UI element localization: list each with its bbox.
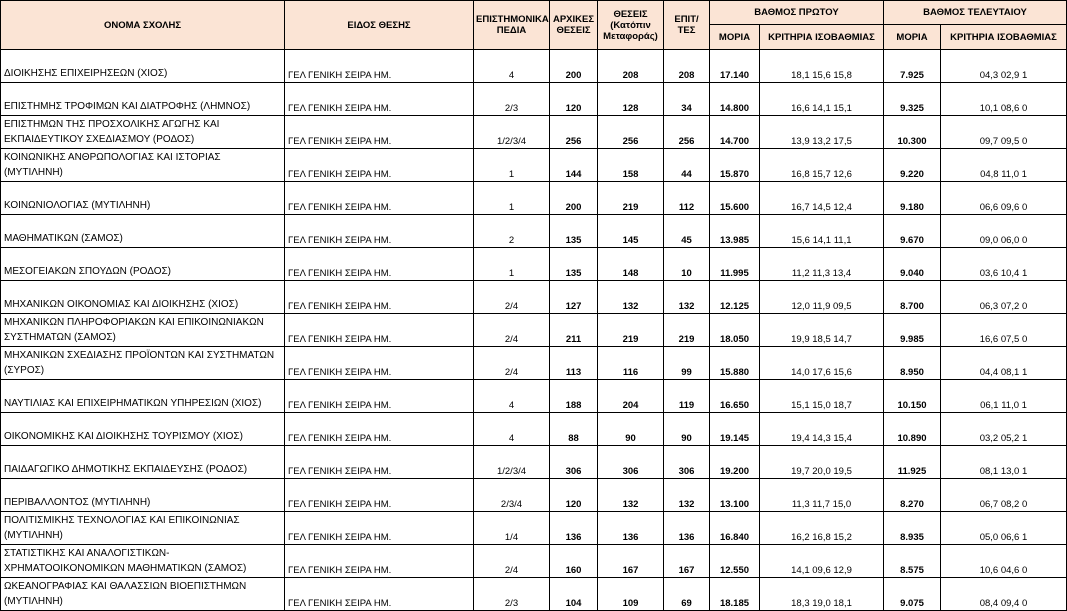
- header-after-transfer: ΘΕΣΕΙΣ (Κατόπιν Μεταφοράς): [598, 1, 664, 50]
- first-criteria-cell: 19,4 14,3 15,4: [760, 413, 884, 446]
- position-type-cell: ΓΕΛ ΓΕΝΙΚΗ ΣΕΙΡΑ ΗΜ.: [285, 380, 474, 413]
- first-moria-cell: 16.650: [710, 380, 760, 413]
- first-criteria-cell: 16,2 16,8 15,2: [760, 512, 884, 545]
- admitted-cell: 69: [664, 578, 710, 611]
- position-type-cell: ΓΕΛ ΓΕΝΙΚΗ ΣΕΙΡΑ ΗΜ.: [285, 314, 474, 347]
- last-criteria-cell: 03,6 10,4 1: [941, 248, 1067, 281]
- last-criteria-cell: 04,8 11,0 1: [941, 149, 1067, 182]
- table-row: [1, 347, 1067, 380]
- first-moria-cell: 18.185: [710, 578, 760, 611]
- first-moria-cell: 15.880: [710, 347, 760, 380]
- initial-seats-cell: 88: [550, 413, 598, 446]
- seats-after-transfer-cell: 132: [598, 479, 664, 512]
- seats-after-transfer-cell: 116: [598, 347, 664, 380]
- school-name-cell: ΟΙΚΟΝΟΜΙΚΗΣ ΚΑΙ ΔΙΟΙΚΗΣΗΣ ΤΟΥΡΙΣΜΟΥ (ΧΙΟΣ): [1, 413, 285, 446]
- last-criteria-cell: 06,1 11,0 1: [941, 380, 1067, 413]
- last-moria-cell: 9.985: [884, 314, 941, 347]
- first-criteria-cell: 14,0 17,6 15,6: [760, 347, 884, 380]
- first-criteria-cell: 15,1 15,0 18,7: [760, 380, 884, 413]
- table-row: [1, 281, 1067, 314]
- initial-seats-cell: 144: [550, 149, 598, 182]
- last-moria-cell: 9.040: [884, 248, 941, 281]
- seats-after-transfer-cell: 219: [598, 182, 664, 215]
- last-criteria-cell: 09,0 06,0 0: [941, 215, 1067, 248]
- fields-cell: 4: [474, 380, 550, 413]
- first-moria-cell: 18.050: [710, 314, 760, 347]
- seats-after-transfer-cell: 136: [598, 512, 664, 545]
- last-criteria-cell: 06,3 07,2 0: [941, 281, 1067, 314]
- last-criteria-cell: 06,6 09,6 0: [941, 182, 1067, 215]
- first-moria-cell: 13.985: [710, 215, 760, 248]
- admitted-cell: 208: [664, 50, 710, 83]
- school-name-cell: ΣΤΑΤΙΣΤΙΚΗΣ ΚΑΙ ΑΝΑΛΟΓΙΣΤΙΚΩΝ- ΧΡΗΜΑΤΟΟΙΚΟΝΟΜΙΚΩΝ ΜΑΘΗΜΑΤΙΚΩΝ (ΣΑΜΟΣ): [1, 545, 285, 578]
- seats-after-transfer-cell: 145: [598, 215, 664, 248]
- first-moria-cell: 19.145: [710, 413, 760, 446]
- table-body: [1, 50, 1067, 611]
- fields-cell: 1: [474, 149, 550, 182]
- school-name-cell: ΠΕΡΙΒΑΛΛΟΝΤΟΣ (ΜΥΤΙΛΗΝΗ): [1, 479, 285, 512]
- school-name-cell: ΔΙΟΙΚΗΣΗΣ ΕΠΙΧΕΙΡΗΣΕΩΝ (ΧΙΟΣ): [1, 50, 285, 83]
- fields-cell: 1: [474, 182, 550, 215]
- last-moria-cell: 9.180: [884, 182, 941, 215]
- header-type: ΕΙΔΟΣ ΘΕΣΗΣ: [285, 1, 474, 50]
- first-moria-cell: 13.100: [710, 479, 760, 512]
- seats-after-transfer-cell: 306: [598, 446, 664, 479]
- first-moria-cell: 11.995: [710, 248, 760, 281]
- header-last-criteria: ΚΡΙΤΗΡΙΑ ΙΣΟΒΑΘΜΙΑΣ: [941, 25, 1067, 50]
- table-row: [1, 248, 1067, 281]
- last-criteria-cell: 10,6 04,6 0: [941, 545, 1067, 578]
- last-moria-cell: 8.700: [884, 281, 941, 314]
- table-row: [1, 578, 1067, 611]
- last-moria-cell: 8.935: [884, 512, 941, 545]
- initial-seats-cell: 120: [550, 83, 598, 116]
- position-type-cell: ΓΕΛ ΓΕΝΙΚΗ ΣΕΙΡΑ ΗΜ.: [285, 83, 474, 116]
- initial-seats-cell: 256: [550, 116, 598, 149]
- table-row: [1, 512, 1067, 545]
- first-moria-cell: 12.125: [710, 281, 760, 314]
- table-row: [1, 413, 1067, 446]
- initial-seats-cell: 120: [550, 479, 598, 512]
- initial-seats-cell: 135: [550, 248, 598, 281]
- admitted-cell: 132: [664, 281, 710, 314]
- initial-seats-cell: 127: [550, 281, 598, 314]
- initial-seats-cell: 200: [550, 50, 598, 83]
- admitted-cell: 112: [664, 182, 710, 215]
- position-type-cell: ΓΕΛ ΓΕΝΙΚΗ ΣΕΙΡΑ ΗΜ.: [285, 446, 474, 479]
- fields-cell: 2/3: [474, 578, 550, 611]
- position-type-cell: ΓΕΛ ΓΕΝΙΚΗ ΣΕΙΡΑ ΗΜ.: [285, 50, 474, 83]
- seats-after-transfer-cell: 158: [598, 149, 664, 182]
- school-name-cell: ΜΑΘΗΜΑΤΙΚΩΝ (ΣΑΜΟΣ): [1, 215, 285, 248]
- last-criteria-cell: 04,3 02,9 1: [941, 50, 1067, 83]
- initial-seats-cell: 135: [550, 215, 598, 248]
- position-type-cell: ΓΕΛ ΓΕΝΙΚΗ ΣΕΙΡΑ ΗΜ.: [285, 512, 474, 545]
- first-criteria-cell: 19,7 20,0 19,5: [760, 446, 884, 479]
- last-moria-cell: 10.300: [884, 116, 941, 149]
- header-initial: ΑΡΧΙΚΕΣ ΘΕΣΕΙΣ: [550, 1, 598, 50]
- table-row: [1, 50, 1067, 83]
- last-moria-cell: 10.150: [884, 380, 941, 413]
- position-type-cell: ΓΕΛ ΓΕΝΙΚΗ ΣΕΙΡΑ ΗΜ.: [285, 281, 474, 314]
- last-moria-cell: 9.075: [884, 578, 941, 611]
- header-epit: ΕΠΙΤ/ΤΕΣ: [664, 1, 710, 50]
- table-row: [1, 446, 1067, 479]
- position-type-cell: ΓΕΛ ΓΕΝΙΚΗ ΣΕΙΡΑ ΗΜ.: [285, 578, 474, 611]
- last-criteria-cell: 09,7 09,5 0: [941, 116, 1067, 149]
- last-moria-cell: 9.220: [884, 149, 941, 182]
- last-moria-cell: 7.925: [884, 50, 941, 83]
- last-moria-cell: 8.950: [884, 347, 941, 380]
- first-moria-cell: 15.870: [710, 149, 760, 182]
- last-criteria-cell: 05,0 06,6 1: [941, 512, 1067, 545]
- table-header: [1, 1, 1067, 50]
- admitted-cell: 99: [664, 347, 710, 380]
- admitted-cell: 34: [664, 83, 710, 116]
- admitted-cell: 167: [664, 545, 710, 578]
- fields-cell: 2/4: [474, 281, 550, 314]
- first-moria-cell: 16.840: [710, 512, 760, 545]
- first-moria-cell: 17.140: [710, 50, 760, 83]
- position-type-cell: ΓΕΛ ΓΕΝΙΚΗ ΣΕΙΡΑ ΗΜ.: [285, 149, 474, 182]
- table-row: [1, 116, 1067, 149]
- table-row: [1, 149, 1067, 182]
- first-criteria-cell: 19,9 18,5 14,7: [760, 314, 884, 347]
- last-criteria-cell: 03,2 05,2 1: [941, 413, 1067, 446]
- position-type-cell: ΓΕΛ ΓΕΝΙΚΗ ΣΕΙΡΑ ΗΜ.: [285, 248, 474, 281]
- last-moria-cell: 9.325: [884, 83, 941, 116]
- admitted-cell: 256: [664, 116, 710, 149]
- fields-cell: 2/4: [474, 545, 550, 578]
- header-school: ΟΝΟΜΑ ΣΧΟΛΗΣ: [1, 1, 285, 50]
- first-criteria-cell: 16,6 14,1 15,1: [760, 83, 884, 116]
- first-criteria-cell: 12,0 11,9 09,5: [760, 281, 884, 314]
- seats-after-transfer-cell: 148: [598, 248, 664, 281]
- position-type-cell: ΓΕΛ ΓΕΝΙΚΗ ΣΕΙΡΑ ΗΜ.: [285, 182, 474, 215]
- fields-cell: 4: [474, 413, 550, 446]
- last-moria-cell: 8.575: [884, 545, 941, 578]
- last-moria-cell: 9.670: [884, 215, 941, 248]
- position-type-cell: ΓΕΛ ΓΕΝΙΚΗ ΣΕΙΡΑ ΗΜ.: [285, 479, 474, 512]
- school-name-cell: ΠΑΙΔΑΓΩΓΙΚΟ ΔΗΜΟΤΙΚΗΣ ΕΚΠΑΙΔΕΥΣΗΣ (ΡΟΔΟΣ): [1, 446, 285, 479]
- school-name-cell: ΕΠΙΣΤΗΜΗΣ ΤΡΟΦΙΜΩΝ ΚΑΙ ΔΙΑΤΡΟΦΗΣ (ΛΗΜΝΟΣ): [1, 83, 285, 116]
- header-first-group: ΒΑΘΜΟΣ ΠΡΩΤΟΥ: [710, 1, 884, 25]
- position-type-cell: ΓΕΛ ΓΕΝΙΚΗ ΣΕΙΡΑ ΗΜ.: [285, 413, 474, 446]
- admitted-cell: 10: [664, 248, 710, 281]
- first-criteria-cell: 11,2 11,3 13,4: [760, 248, 884, 281]
- seats-after-transfer-cell: 219: [598, 314, 664, 347]
- school-name-cell: ΚΟΙΝΩΝΙΚΗΣ ΑΝΘΡΩΠΟΛΟΓΙΑΣ ΚΑΙ ΙΣΤΟΡΙΑΣ (ΜΥΤΙΛΗΝΗ): [1, 149, 285, 182]
- initial-seats-cell: 113: [550, 347, 598, 380]
- school-name-cell: ΝΑΥΤΙΛΙΑΣ ΚΑΙ ΕΠΙΧΕΙΡΗΜΑΤΙΚΩΝ ΥΠΗΡΕΣΙΩΝ (ΧΙΟΣ): [1, 380, 285, 413]
- school-name-cell: ΚΟΙΝΩΝΙΟΛΟΓΙΑΣ (ΜΥΤΙΛΗΝΗ): [1, 182, 285, 215]
- admitted-cell: 306: [664, 446, 710, 479]
- table-row: [1, 479, 1067, 512]
- school-name-cell: ΜΕΣΟΓΕΙΑΚΩΝ ΣΠΟΥΔΩΝ (ΡΟΔΟΣ): [1, 248, 285, 281]
- first-moria-cell: 14.800: [710, 83, 760, 116]
- seats-after-transfer-cell: 128: [598, 83, 664, 116]
- last-moria-cell: 8.270: [884, 479, 941, 512]
- last-criteria-cell: 08,4 09,4 0: [941, 578, 1067, 611]
- initial-seats-cell: 136: [550, 512, 598, 545]
- first-moria-cell: 12.550: [710, 545, 760, 578]
- fields-cell: 1/4: [474, 512, 550, 545]
- fields-cell: 1: [474, 248, 550, 281]
- position-type-cell: ΓΕΛ ΓΕΝΙΚΗ ΣΕΙΡΑ ΗΜ.: [285, 347, 474, 380]
- header-first-moria: ΜΟΡΙΑ: [710, 25, 760, 50]
- last-moria-cell: 11.925: [884, 446, 941, 479]
- admitted-cell: 119: [664, 380, 710, 413]
- first-criteria-cell: 16,8 15,7 12,6: [760, 149, 884, 182]
- position-type-cell: ΓΕΛ ΓΕΝΙΚΗ ΣΕΙΡΑ ΗΜ.: [285, 215, 474, 248]
- school-name-cell: ΜΗΧΑΝΙΚΩΝ ΣΧΕΔΙΑΣΗΣ ΠΡΟΪΟΝΤΩΝ ΚΑΙ ΣΥΣΤΗΜΑΤΩΝ (ΣΥΡΟΣ): [1, 347, 285, 380]
- fields-cell: 2/3: [474, 83, 550, 116]
- school-name-cell: ΠΟΛΙΤΙΣΜΙΚΗΣ ΤΕΧΝΟΛΟΓΙΑΣ ΚΑΙ ΕΠΙΚΟΙΝΩΝΙΑΣ (ΜΥΤΙΛΗΝΗ): [1, 512, 285, 545]
- initial-seats-cell: 200: [550, 182, 598, 215]
- table-row: [1, 83, 1067, 116]
- first-criteria-cell: 16,7 14,5 12,4: [760, 182, 884, 215]
- school-name-cell: ΕΠΙΣΤΗΜΩΝ ΤΗΣ ΠΡΟΣΧΟΛΙΚΗΣ ΑΓΩΓΗΣ ΚΑΙ ΕΚΠΑΙΔΕΥΤΙΚΟΥ ΣΧΕΔΙΑΣΜΟΥ (ΡΟΔΟΣ): [1, 116, 285, 149]
- fields-cell: 1/2/3/4: [474, 446, 550, 479]
- last-criteria-cell: 16,6 07,5 0: [941, 314, 1067, 347]
- fields-cell: 2/4: [474, 314, 550, 347]
- first-criteria-cell: 14,1 09,6 12,9: [760, 545, 884, 578]
- seats-after-transfer-cell: 256: [598, 116, 664, 149]
- table-row: [1, 182, 1067, 215]
- admitted-cell: 90: [664, 413, 710, 446]
- initial-seats-cell: 306: [550, 446, 598, 479]
- last-criteria-cell: 06,7 08,2 0: [941, 479, 1067, 512]
- school-name-cell: ΩΚΕΑΝΟΓΡΑΦΙΑΣ ΚΑΙ ΘΑΛΑΣΣΙΩΝ ΒΙΟΕΠΙΣΤΗΜΩΝ (ΜΥΤΙΛΗΝΗ): [1, 578, 285, 611]
- last-criteria-cell: 04,4 08,1 1: [941, 347, 1067, 380]
- first-criteria-cell: 13,9 13,2 17,5: [760, 116, 884, 149]
- initial-seats-cell: 211: [550, 314, 598, 347]
- first-moria-cell: 19.200: [710, 446, 760, 479]
- header-last-group: ΒΑΘΜΟΣ ΤΕΛΕΥΤΑΙΟΥ: [884, 1, 1067, 25]
- seats-after-transfer-cell: 167: [598, 545, 664, 578]
- initial-seats-cell: 160: [550, 545, 598, 578]
- table-row: [1, 314, 1067, 347]
- admitted-cell: 136: [664, 512, 710, 545]
- fields-cell: 2/4: [474, 347, 550, 380]
- first-criteria-cell: 18,1 15,6 15,8: [760, 50, 884, 83]
- table-row: [1, 380, 1067, 413]
- seats-after-transfer-cell: 90: [598, 413, 664, 446]
- school-name-cell: ΜΗΧΑΝΙΚΩΝ ΟΙΚΟΝΟΜΙΑΣ ΚΑΙ ΔΙΟΙΚΗΣΗΣ (ΧΙΟΣ): [1, 281, 285, 314]
- initial-seats-cell: 104: [550, 578, 598, 611]
- fields-cell: 1/2/3/4: [474, 116, 550, 149]
- fields-cell: 4: [474, 50, 550, 83]
- last-criteria-cell: 08,1 13,0 1: [941, 446, 1067, 479]
- last-moria-cell: 10.890: [884, 413, 941, 446]
- admitted-cell: 219: [664, 314, 710, 347]
- header-last-moria: ΜΟΡΙΑ: [884, 25, 941, 50]
- first-moria-cell: 15.600: [710, 182, 760, 215]
- header-first-criteria: ΚΡΙΤΗΡΙΑ ΙΣΟΒΑΘΜΙΑΣ: [760, 25, 884, 50]
- seats-after-transfer-cell: 109: [598, 578, 664, 611]
- seats-after-transfer-cell: 204: [598, 380, 664, 413]
- admitted-cell: 44: [664, 149, 710, 182]
- fields-cell: 2/3/4: [474, 479, 550, 512]
- position-type-cell: ΓΕΛ ΓΕΝΙΚΗ ΣΕΙΡΑ ΗΜ.: [285, 545, 474, 578]
- table-row: [1, 215, 1067, 248]
- table-row: [1, 545, 1067, 578]
- header-fields: ΕΠΙΣΤΗΜΟΝΙΚΑ ΠΕΔΙΑ: [474, 1, 550, 50]
- position-type-cell: ΓΕΛ ΓΕΝΙΚΗ ΣΕΙΡΑ ΗΜ.: [285, 116, 474, 149]
- admitted-cell: 132: [664, 479, 710, 512]
- initial-seats-cell: 188: [550, 380, 598, 413]
- seats-after-transfer-cell: 208: [598, 50, 664, 83]
- last-criteria-cell: 10,1 08,6 0: [941, 83, 1067, 116]
- first-criteria-cell: 15,6 14,1 11,1: [760, 215, 884, 248]
- first-moria-cell: 14.700: [710, 116, 760, 149]
- first-criteria-cell: 11,3 11,7 15,0: [760, 479, 884, 512]
- seats-after-transfer-cell: 132: [598, 281, 664, 314]
- fields-cell: 2: [474, 215, 550, 248]
- admitted-cell: 45: [664, 215, 710, 248]
- school-name-cell: ΜΗΧΑΝΙΚΩΝ ΠΛΗΡΟΦΟΡΙΑΚΩΝ ΚΑΙ ΕΠΙΚΟΙΝΩΝΙΑΚΩΝ ΣΥΣΤΗΜΑΤΩΝ (ΣΑΜΟΣ): [1, 314, 285, 347]
- first-criteria-cell: 18,3 19,0 18,1: [760, 578, 884, 611]
